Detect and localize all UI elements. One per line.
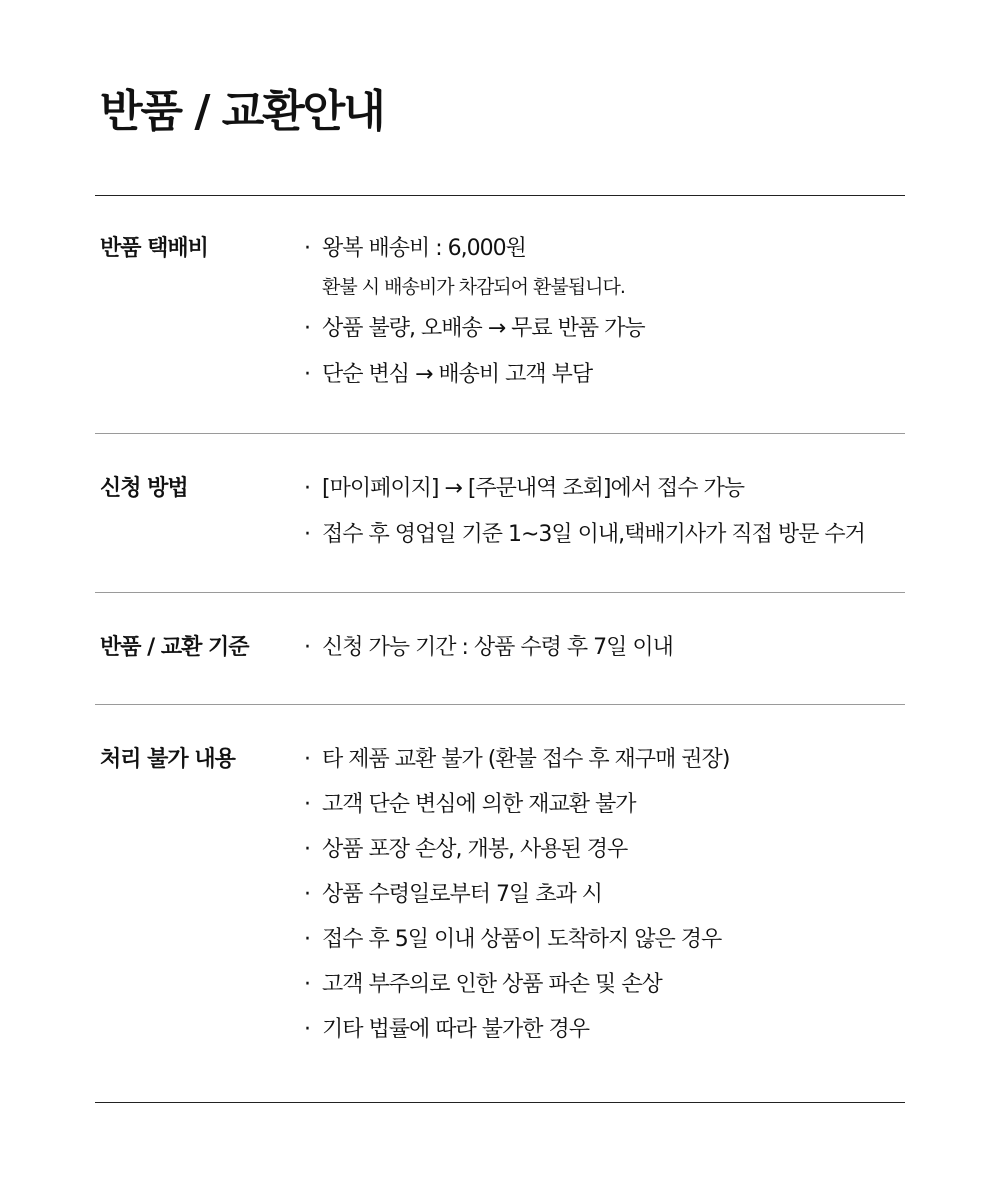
item-text: 단순 변심 → 배송비 고객 부담 — [322, 362, 593, 387]
bullet-icon: · — [304, 927, 310, 952]
item-text: 고객 부주의로 인한 상품 파손 및 손상 — [322, 972, 662, 997]
item-text: 접수 후 영업일 기준 1~3일 이내,택배기사가 직접 방문 수거 — [322, 522, 865, 547]
list-item — [300, 969, 729, 1001]
bullet-icon: · — [304, 882, 310, 907]
bullet-icon: · — [304, 972, 310, 997]
item-list — [300, 233, 645, 405]
section-label: 신청 방법 — [100, 476, 188, 501]
item-text: 신청 가능 기간 : 상품 수령 후 7일 이내 — [322, 635, 673, 660]
item-text: 상품 불량, 오배송 → 무료 반품 가능 — [322, 316, 645, 341]
item-text: 기타 법률에 따라 불가한 경우 — [322, 1017, 589, 1042]
item-text: 상품 수령일로부터 7일 초과 시 — [322, 882, 602, 907]
item-text: 왕복 배송비 : 6,000원 — [322, 236, 526, 261]
bullet-icon: · — [304, 792, 310, 817]
bullet-icon: · — [304, 316, 310, 341]
header-divider — [95, 195, 905, 196]
section-label: 처리 불가 내용 — [100, 747, 235, 772]
section-label: 반품 택배비 — [100, 236, 208, 261]
bullet-icon: · — [304, 362, 310, 387]
section-divider — [95, 704, 905, 705]
item-list — [300, 473, 865, 565]
list-item — [300, 1014, 729, 1046]
bullet-icon: · — [304, 522, 310, 547]
item-text: 상품 포장 손상, 개봉, 사용된 경우 — [322, 837, 628, 862]
list-item — [300, 879, 729, 911]
list-item — [300, 473, 865, 505]
list-item — [300, 359, 645, 391]
item-list — [300, 744, 729, 1059]
section-divider — [95, 592, 905, 593]
list-item — [300, 924, 729, 956]
item-text: 접수 후 5일 이내 상품이 도착하지 않은 경우 — [322, 927, 722, 952]
section-label: 반품 / 교환 기준 — [100, 635, 249, 660]
bullet-icon: · — [304, 476, 310, 501]
footer-divider — [95, 1102, 905, 1103]
item-note: 환불 시 배송비가 차감되어 환불됩니다. — [322, 276, 625, 298]
bullet-icon: · — [304, 1017, 310, 1042]
list-item — [300, 233, 645, 301]
list-item — [300, 744, 729, 776]
item-list — [300, 632, 673, 678]
item-text: [마이페이지] → [주문내역 조회]에서 접수 가능 — [322, 476, 745, 501]
section-divider — [95, 433, 905, 434]
list-item — [300, 632, 673, 664]
bullet-icon: · — [304, 747, 310, 772]
list-item — [300, 789, 729, 821]
bullet-icon: · — [304, 635, 310, 660]
item-text: 고객 단순 변심에 의한 재교환 불가 — [322, 792, 636, 817]
bullet-icon: · — [304, 837, 310, 862]
list-item — [300, 313, 645, 345]
bullet-icon: · — [304, 236, 310, 261]
item-text: 타 제품 교환 불가 (환불 접수 후 재구매 권장) — [322, 747, 730, 772]
page-title: 반품 / 교환안내 — [100, 86, 384, 137]
list-item — [300, 834, 729, 866]
list-item — [300, 519, 865, 551]
